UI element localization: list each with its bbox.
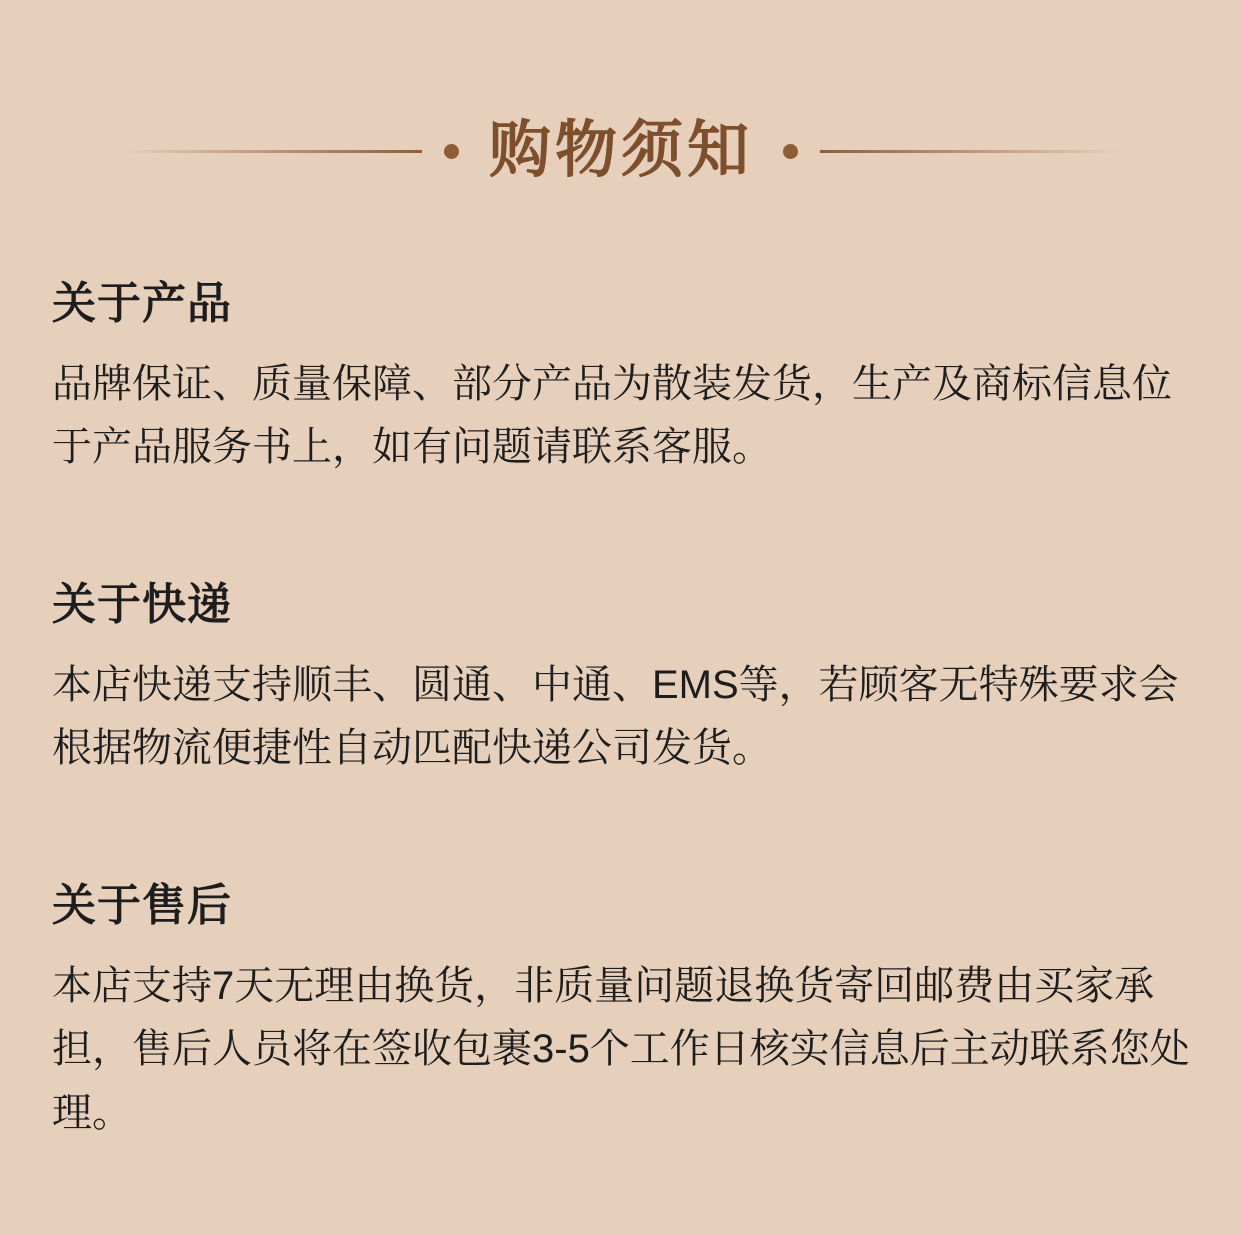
notice-sections <box>0 278 1242 1145</box>
bullet-dot-right-icon <box>783 144 798 159</box>
section-body: 品牌保证、质量保障、部分产品为散装发货，生产及商标信息位于产品服务书上，如有问题请联系客服。 <box>52 361 1172 469</box>
section-body: 本店快递支持顺丰、圆通、中通、EMS等，若顾客无特殊要求会根据物流便捷性自动匹配快递公司发货。 <box>52 662 1179 771</box>
page-title: 购物须知 <box>488 116 753 185</box>
header-rule-left <box>122 150 422 153</box>
section-title: 关于产品 <box>52 279 232 328</box>
bullet-dot-left-icon <box>444 144 459 159</box>
section-about-after-sales <box>52 880 1190 1144</box>
section-about-shipping <box>52 579 1190 780</box>
section-about-product <box>52 278 1190 479</box>
header-rule-right <box>820 150 1120 153</box>
section-title: 关于售后 <box>52 881 232 931</box>
page-header <box>0 0 1242 185</box>
section-title: 关于快递 <box>52 580 232 630</box>
section-body: 本店支持7天无理由换货，非质量问题退换货寄回邮费由买家承担，售后人员将在签收包裹3-5个工作日核实信息后主动联系您处理。 <box>52 964 1190 1135</box>
